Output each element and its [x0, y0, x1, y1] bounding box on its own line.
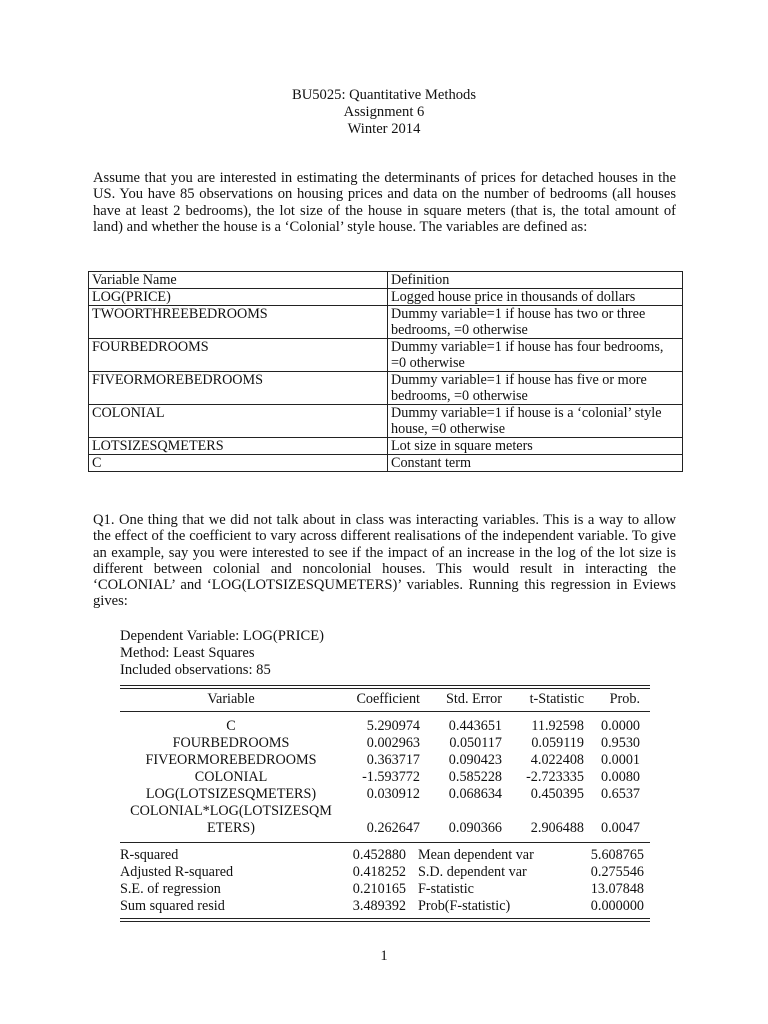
- stat-value: 0.418252: [352, 864, 406, 880]
- table-row: [120, 864, 646, 881]
- regression-body: [120, 718, 646, 837]
- method-line: Method: Least Squares: [120, 645, 255, 661]
- reg-t-statistic: 11.92598: [531, 718, 584, 734]
- page-number: 1: [380, 948, 388, 964]
- table-row: [89, 455, 683, 472]
- table-row: [89, 405, 683, 438]
- header-variable-name: Variable Name: [89, 272, 388, 289]
- reg-t-statistic: 4.022408: [530, 752, 584, 768]
- regression-meta: [120, 628, 650, 679]
- reg-variable: LOG(LOTSIZESQMETERS): [145, 786, 317, 802]
- stat-value: 0.452880: [352, 847, 406, 863]
- reg-prob: 0.6537: [600, 786, 640, 802]
- stat-value-2: 13.07848: [590, 881, 644, 897]
- reg-t-statistic: -2.723335: [526, 769, 584, 785]
- reg-coefficient: 0.262647: [366, 820, 420, 836]
- reg-std-error: 0.050117: [449, 735, 502, 751]
- reg-coefficient: -1.593772: [362, 769, 420, 785]
- reg-std-error: 0.090366: [448, 820, 502, 836]
- stat-value: 3.489392: [352, 898, 406, 914]
- table-row: [89, 438, 683, 455]
- table-row: [120, 898, 646, 915]
- term-label: Winter 2014: [347, 121, 421, 137]
- stat-value: 0.210165: [352, 881, 406, 897]
- reg-coefficient: 0.363717: [366, 752, 420, 768]
- variable-name: COLONIAL: [89, 405, 388, 438]
- variable-definition: Logged house price in thousands of dollars: [388, 289, 683, 306]
- regression-stats-table: [120, 847, 646, 915]
- table-row: [120, 752, 646, 769]
- reg-variable-interaction-2: ETERS): [206, 820, 256, 836]
- table-row: [89, 289, 683, 306]
- observations-line: Included observations: 85: [120, 662, 271, 678]
- variable-definition: Dummy variable=1 if house has five or more bedrooms, =0 otherwise: [388, 372, 683, 405]
- table-row: [120, 786, 646, 803]
- table-row: [89, 372, 683, 405]
- reg-std-error: 0.068634: [448, 786, 502, 802]
- reg-variable: FOURBEDROOMS: [172, 735, 290, 751]
- dependent-variable-line: Dependent Variable: LOG(PRICE): [120, 628, 324, 644]
- stats-rule: [120, 842, 650, 843]
- variables-table: [88, 271, 683, 472]
- stat-label-2: F-statistic: [418, 881, 474, 897]
- eviews-output: [120, 628, 650, 922]
- reg-coefficient: 5.290974: [366, 718, 420, 734]
- stat-label: Adjusted R-squared: [120, 864, 234, 880]
- table-row: [89, 306, 683, 339]
- reg-std-error: 0.443651: [448, 718, 502, 734]
- stat-label: R-squared: [120, 847, 179, 863]
- regression-table: [120, 689, 646, 708]
- document-header: [0, 87, 768, 138]
- variable-name: FIVEORMOREBEDROOMS: [89, 372, 388, 405]
- variable-definition: Dummy variable=1 if house is a ‘colonial’ style house, =0 otherwise: [388, 405, 683, 438]
- stat-label-2: Prob(F-statistic): [418, 898, 511, 914]
- intro-paragraph: Assume that you are interested in estimating the determinants of prices for detached houses in the US. You have 85 observations on housing prices and data on the number of bedrooms (all houses have at least 2 bedrooms), the lot size of the house in square meters (that is, the total amount of land) and whether the house is a ‘Colonial’ style house. The variables are defined as:: [93, 170, 676, 235]
- header-rule: [120, 711, 650, 712]
- reg-std-error: 0.090423: [448, 752, 502, 768]
- reg-variable: COLONIAL: [194, 769, 268, 785]
- variable-name: TWOORTHREEBEDROOMS: [89, 306, 388, 339]
- stat-label: Sum squared resid: [120, 898, 225, 914]
- table-row: [120, 847, 646, 864]
- reg-prob: 0.0080: [600, 769, 640, 785]
- reg-coefficient: 0.030912: [366, 786, 420, 802]
- reg-variable: C: [226, 718, 236, 734]
- reg-variable: FIVEORMOREBEDROOMS: [145, 752, 317, 768]
- reg-t-statistic: 2.906488: [530, 820, 584, 836]
- table-row: [120, 769, 646, 786]
- variable-definition: Constant term: [388, 455, 683, 472]
- reg-prob: 0.0001: [600, 752, 640, 768]
- assignment-title: Assignment 6: [343, 104, 425, 120]
- stat-label-2: Mean dependent var: [418, 847, 534, 863]
- table-row: [120, 881, 646, 898]
- col-prob: Prob.: [609, 691, 640, 707]
- reg-prob: 0.9530: [600, 735, 640, 751]
- col-t-statistic: t-Statistic: [529, 691, 584, 707]
- variable-name: C: [89, 455, 388, 472]
- col-variable: Variable: [207, 691, 255, 707]
- header-definition: Definition: [388, 272, 683, 289]
- regression-header-row: [120, 689, 646, 708]
- reg-coefficient: 0.002963: [366, 735, 420, 751]
- stat-value-2: 0.275546: [590, 864, 644, 880]
- stat-label: S.E. of regression: [120, 881, 221, 897]
- reg-prob: 0.0000: [600, 718, 640, 734]
- col-std-error: Std. Error: [446, 691, 502, 707]
- reg-t-statistic: 0.059119: [531, 735, 584, 751]
- reg-t-statistic: 0.450395: [530, 786, 584, 802]
- reg-std-error: 0.585228: [448, 769, 502, 785]
- col-coefficient: Coefficient: [356, 691, 420, 707]
- stat-value-2: 0.000000: [590, 898, 644, 914]
- table-row: [120, 820, 646, 837]
- reg-prob: 0.0047: [600, 820, 640, 836]
- variable-name: FOURBEDROOMS: [89, 339, 388, 372]
- variable-name: LOTSIZESQMETERS: [89, 438, 388, 455]
- course-title: BU5025: Quantitative Methods: [291, 87, 477, 103]
- variable-definition: Dummy variable=1 if house has four bedrooms, =0 otherwise: [388, 339, 683, 372]
- stat-label-2: S.D. dependent var: [418, 864, 527, 880]
- variable-definition: Lot size in square meters: [388, 438, 683, 455]
- double-rule-bottom: [120, 918, 650, 922]
- table-row: [120, 718, 646, 735]
- variable-name: LOG(PRICE): [89, 289, 388, 306]
- variable-definition: Dummy variable=1 if house has two or three bedrooms, =0 otherwise: [388, 306, 683, 339]
- table-row: [120, 735, 646, 752]
- table-row: [89, 339, 683, 372]
- variables-table-header: [89, 272, 683, 289]
- reg-variable-interaction-1: COLONIAL*LOG(LOTSIZESQM: [130, 803, 332, 819]
- question-1-paragraph: Q1. One thing that we did not talk about in class was interacting variables. This is a way to allow the effect of the coefficient to vary across different realisations of the independent variable. To give an example, say you were interested to see if the impact of an increase in the log of the lot size is different between colonial and noncolonial houses. This would result in interacting the ‘COLONIAL’ and ‘LOG(LOTSIZESQUMETERS)’ variables. Running this regression in Eviews gives:: [93, 512, 676, 610]
- table-row: [120, 803, 646, 820]
- stat-value-2: 5.608765: [590, 847, 644, 863]
